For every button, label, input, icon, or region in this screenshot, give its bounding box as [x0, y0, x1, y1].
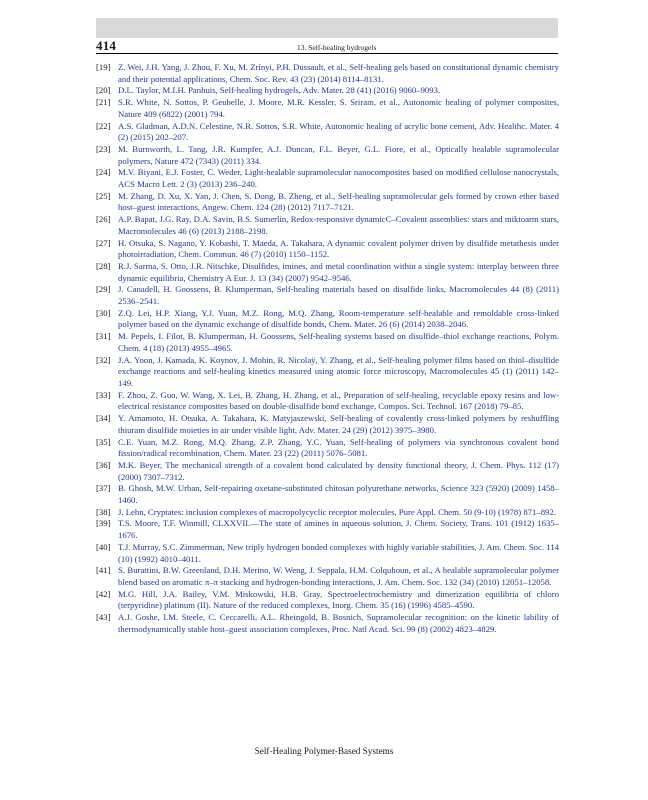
reference-number: [20]: [96, 85, 111, 96]
reference-citation-link[interactable]: M. Burnworth, L. Tang, J.R. Kumpfer, A.J. Duncan, F.L. Beyer, G.L. Fiore, et al., Optically healable supramolecular polymers, Nature 472 (7343) (2011) 334.: [118, 143, 559, 166]
reference-citation-link[interactable]: C.E. Yuan, M.Z. Rong, M.Q. Zhang, Z.P. Zhang, Y.C. Yuan, Self-healing of polymers via synchronous covalent bond fission/radical recombination, Chem. Mater. 23 (22) (2011) 5076–5081.: [118, 436, 559, 459]
reference-item: [96, 191, 559, 214]
reference-number: [31]: [96, 331, 111, 342]
reference-item: [96, 121, 559, 144]
reference-number: [30]: [96, 307, 111, 318]
reference-item: [96, 355, 559, 390]
reference-number: [26]: [96, 214, 111, 225]
reference-number: [27]: [96, 237, 111, 248]
reference-item: [96, 437, 559, 460]
reference-citation-link[interactable]: A.P. Bapat, J.G. Ray, D.A. Savin, B.S. Sumerlin, Redox-responsive dynamicC–Covalent assemblies: stars and miktoarm stars, Macromolecules 46 (6) (2013) 2188–2198.: [118, 214, 559, 236]
header-rule: [96, 53, 558, 54]
reference-item: [96, 97, 559, 120]
reference-citation-link[interactable]: R.J. Sarma, S. Otto, J.R. Nitschke, Disulfides, imines, and metal coordination within a single system: interplay between three dynamic equilibria, Chemistry A Eur. J. 13 (34) (2007) 9542–9546.: [118, 260, 559, 283]
running-head: 13. Self-healing hydrogels: [297, 43, 377, 52]
reference-item: [96, 565, 559, 588]
reference-citation-link[interactable]: A.S. Gladman, A.D.N. Celestine, N.R. Sottos, S.R. White, Autonomic healing of acrylic bone cement, Adv. Healthc. Mater. 4 (2) (2015) 202–207.: [118, 120, 559, 143]
reference-item: [96, 261, 559, 284]
page-number: 414: [96, 38, 117, 53]
reference-number: [21]: [96, 97, 111, 108]
reference-number: [37]: [96, 483, 111, 494]
reference-number: [28]: [96, 260, 111, 271]
reference-citation-link[interactable]: M. Zhang, D. Xu, X. Yan, J. Chen, S. Dong, B. Zheng, et al., Self-healing supramolecular gels formed by crown ether based host–guest interactions, Angew. Chem. 124 (28) (2012) 7117–7121.: [118, 190, 559, 213]
reference-item: [96, 390, 559, 413]
reference-number: [39]: [96, 518, 111, 529]
reference-number: [24]: [96, 167, 111, 178]
reference-number: [25]: [96, 190, 111, 201]
reference-number: [36]: [96, 459, 111, 470]
reference-item: [96, 308, 559, 331]
reference-item: [96, 167, 559, 190]
reference-item: [96, 331, 559, 354]
reference-number: [43]: [96, 612, 111, 623]
reference-citation-link[interactable]: D.L. Taylor, M.I.H. Panhuis, Self-healing hydrogels, Adv. Mater. 28 (41) (2016) 9060–9093.: [118, 85, 441, 96]
reference-item: [96, 62, 559, 85]
reference-citation-link[interactable]: J.A. Yoon, J. Kamada, K. Koynov, J. Mohin, R. Nicolaÿ, Y. Zhang, et al., Self-healing polymer films based on thiol–disulfide exchange reactions and self-healing kinetics measured using atomic force microscopy, Macromolecules 45 (1) (2011) 142–149.: [118, 354, 559, 388]
reference-citation-link[interactable]: S. Burattini, B.W. Greenland, D.H. Merino, W. Weng, J. Seppala, H.M. Colquhoun, et al., A healable supramolecular polymer blend based on aromatic π–π stacking and hydrogen-bonding interactions, J. Am. Chem. Soc. 132 (34) (2010) 12051–12058.: [118, 565, 559, 587]
reference-number: [32]: [96, 354, 111, 365]
reference-citation-link[interactable]: A.J. Goshe, I.M. Steele, C. Ceccarelli, A.L. Rheingold, B. Bosnich, Supramolecular recognition: on the kinetic lability of thermodynamically stable host–guest association complexes, Proc. Natl Acad. Sci. 99 (8) (2002) 4823–4829.: [118, 612, 559, 634]
reference-citation-link[interactable]: M.K. Beyer, The mechanical strength of a covalent bond calculated by density functional theory, J. Chem. Phys. 112 (17) (2000) 7307–7312.: [118, 459, 559, 482]
reference-citation-link[interactable]: J. Canadell, H. Goossens, B. Klumperman, Self-healing materials based on disulfide links, Macromolecules 44 (8) (2011) 2536–2541.: [118, 284, 559, 307]
header-bar: [96, 18, 558, 38]
reference-item: [96, 238, 559, 261]
reference-item: [96, 518, 559, 541]
reference-citation-link[interactable]: J. Lehn, Cryptates: inclusion complexes of macropolycyclic receptor molecules, Pure Appl. Chem. 50 (9-10) (1978) 871–892.: [118, 506, 556, 517]
reference-number: [40]: [96, 541, 111, 552]
reference-citation-link[interactable]: Y. Amamoto, H. Otsuka, A. Takahara, K. Matyjaszewski, Self-healing of covalently cross-linked polymers by reshuffling thiuram disulfide moieties in air under visible light, Adv. Mater. 24 (29) (2012) 3975–3980.: [118, 413, 559, 435]
reference-number: [41]: [96, 565, 111, 576]
reference-citation-link[interactable]: T.S. Moore, T.F. Winmill, CLXXVII.—The state of amines in aqueous solution, J. Chem. Society, Trans. 101 (1912) 1635–1676.: [118, 518, 559, 541]
reference-number: [29]: [96, 284, 111, 295]
reference-citation-link[interactable]: M.V. Biyani, E.J. Foster, C. Weder, Light-healable supramolecular nanocomposites based on modified cellulose nanocrystals, ACS Macro Lett. 2 (3) (2013) 236–240.: [118, 167, 559, 190]
reference-citation-link[interactable]: F. Zhou, Z. Guo, W. Wang, X. Lei, B. Zhang, H. Zhang, et al., Preparation of self-healing, recyclable epoxy resins and low-electrical resistance composites based on double-disulfide bond exchange, Compos. Sci. Technol. 167 (2018) 79–85.: [118, 389, 559, 412]
reference-item: [96, 612, 559, 635]
reference-citation-link[interactable]: Z. Wei, J.H. Yang, J. Zhou, F. Xu, M. Zrínyi, P.H. Dussault, et al., Self-healing gels based on constitutional dynamic chemistry and their potential applications, Chem. Soc. Rev. 43 (23) (2014) 8114–8131.: [118, 62, 559, 84]
reference-item: [96, 144, 559, 167]
reference-number: [35]: [96, 436, 111, 447]
reference-number: [19]: [96, 62, 111, 72]
reference-number: [23]: [96, 143, 111, 154]
reference-item: [96, 542, 559, 565]
reference-item: [96, 214, 559, 237]
reference-item: [96, 413, 559, 436]
reference-number: [22]: [96, 120, 111, 131]
reference-number: [42]: [96, 588, 111, 599]
reference-citation-link[interactable]: B. Ghosh, M.W. Urban, Self-repairing oxetane-substituted chitosan polyurethane networks, Science 323 (5920) (2009) 1458–1460.: [118, 483, 559, 506]
reference-citation-link[interactable]: S.R. White, N. Sottos, P. Geubelle, J. Moore, M.R. Kessler, S. Sriram, et al., Autonomic healing of polymer composites, Nature 409 (6822) (2001) 794.: [118, 97, 559, 119]
page-footer: Self-Healing Polymer-Based Systems: [254, 746, 394, 756]
reference-citation-link[interactable]: T.J. Murray, S.C. Zimmerman, New triply hydrogen bonded complexes with highly variable stabilities, J. Am. Chem. Soc. 114 (10) (1992) 4010–4011.: [118, 541, 559, 564]
reference-citation-link[interactable]: H. Otsuka, S. Nagano, Y. Kobashi, T. Maeda, A. Takahara, A dynamic covalent polymer driven by disulfide metathesis under photoirradiation, Chem. Commun. 46 (7) (2010) 1150–1152.: [118, 237, 559, 260]
reference-item: [96, 85, 559, 97]
reference-citation-link[interactable]: Z.Q. Lei, H.P. Xiang, Y.J. Yuan, M.Z. Rong, M.Q. Zhang, Room-temperature self-healable and remoldable cross-linked polymer based on the dynamic exchange of disulfide bonds, Chem. Mater. 26 (6) (2014) 2038–2046.: [118, 307, 559, 330]
reference-number: [34]: [96, 413, 111, 424]
reference-item: [96, 284, 559, 307]
reference-citation-link[interactable]: M. Pepels, I. Filot, B. Klumperman, H. Goossens, Self-healing systems based on disulfide–thiol exchange reactions, Polym. Chem. 4 (18) (2013) 4955–4965.: [118, 331, 559, 353]
reference-list: [96, 62, 559, 635]
reference-number: [33]: [96, 389, 111, 400]
reference-citation-link[interactable]: M.G. Hill, J.A. Bailey, V.M. Miskowski, H.B. Gray, Spectroelectrochemistry and dimerization equilibria of chloro (terpyridine) platinum (II). Nature of the reduced complexes, Inorg. Chem. 35 (16) (1996) 4585–4590.: [118, 588, 559, 611]
reference-item: [96, 483, 559, 506]
reference-item: [96, 507, 559, 519]
reference-item: [96, 460, 559, 483]
reference-item: [96, 589, 559, 612]
reference-number: [38]: [96, 506, 111, 517]
